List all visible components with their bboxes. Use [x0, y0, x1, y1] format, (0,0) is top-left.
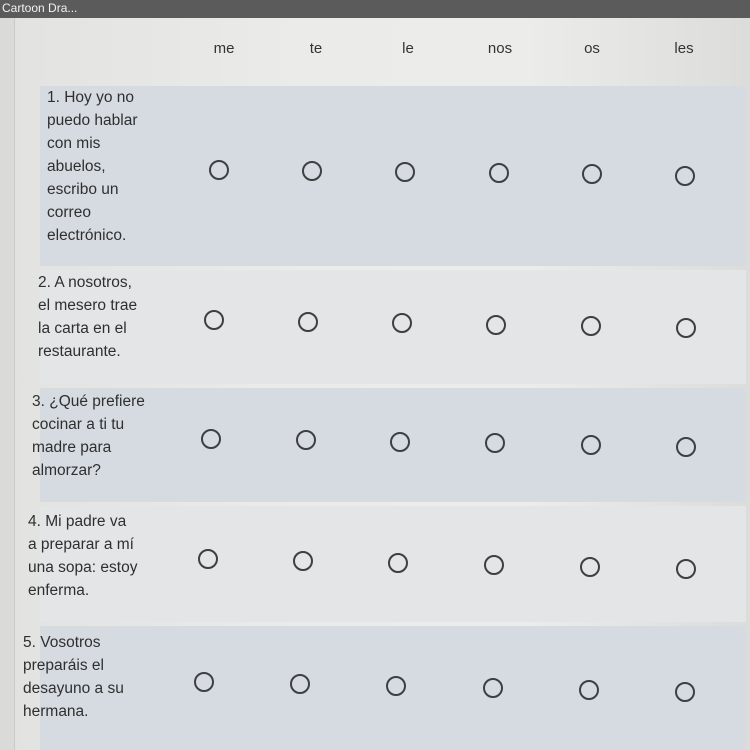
radio-q2-nos[interactable]	[486, 315, 506, 335]
radio-q4-te[interactable]	[293, 551, 313, 571]
radio-q1-me[interactable]	[209, 160, 229, 180]
column-header-le: le	[402, 40, 414, 57]
question-text-3: 3. ¿Qué prefiere cocinar a ti tu madre para almorzar?	[32, 393, 145, 479]
radio-q5-te[interactable]	[290, 674, 310, 694]
radio-q1-le[interactable]	[395, 162, 415, 182]
radio-q4-nos[interactable]	[484, 555, 504, 575]
column-header-row	[14, 26, 750, 84]
column-header-te: te	[309, 40, 323, 57]
radio-q3-os[interactable]	[581, 435, 601, 455]
radio-q1-os[interactable]	[582, 164, 602, 184]
radio-q1-te[interactable]	[302, 161, 322, 181]
radio-q4-me[interactable]	[198, 549, 218, 569]
radio-q2-te[interactable]	[298, 312, 318, 332]
radio-q2-les[interactable]	[676, 318, 696, 338]
column-header-os: os	[584, 40, 600, 57]
radio-q4-os[interactable]	[580, 557, 600, 577]
question-grid	[14, 26, 750, 750]
question-text-4: 4. Mi padre va a preparar a mí una sopa: estoy enferma.	[28, 513, 138, 599]
radio-q3-me[interactable]	[201, 429, 221, 449]
radio-q4-les[interactable]	[676, 559, 696, 579]
radio-q5-me[interactable]	[194, 672, 214, 692]
radio-q1-les[interactable]	[675, 166, 695, 186]
radio-q2-os[interactable]	[581, 316, 601, 336]
radio-q4-le[interactable]	[388, 553, 408, 573]
radio-q3-les[interactable]	[676, 437, 696, 457]
question-text-2: 2. A nosotros, el mesero trae la carta en el restaurante.	[38, 274, 138, 360]
column-header-les: les	[674, 40, 694, 57]
radio-q5-les[interactable]	[675, 682, 695, 702]
radio-q1-nos[interactable]	[489, 163, 509, 183]
question-text-1: 1. Hoy yo no puedo hablar con mis abuelos, escribo un correo electrónico.	[47, 89, 138, 244]
question-text-5: 5. Vosotros preparáis el desayuno a su hermana.	[23, 634, 124, 720]
column-header-nos: nos	[487, 40, 513, 57]
radio-q5-nos[interactable]	[483, 678, 503, 698]
column-header-me: me	[213, 40, 235, 57]
radio-q5-le[interactable]	[386, 676, 406, 696]
radio-q3-te[interactable]	[296, 430, 316, 450]
window-title: Cartoon Dra...	[0, 0, 750, 18]
radio-q3-le[interactable]	[390, 432, 410, 452]
radio-q3-nos[interactable]	[485, 433, 505, 453]
radio-q5-os[interactable]	[579, 680, 599, 700]
radio-q2-me[interactable]	[204, 310, 224, 330]
left-gutter	[0, 18, 15, 750]
radio-q2-le[interactable]	[392, 313, 412, 333]
